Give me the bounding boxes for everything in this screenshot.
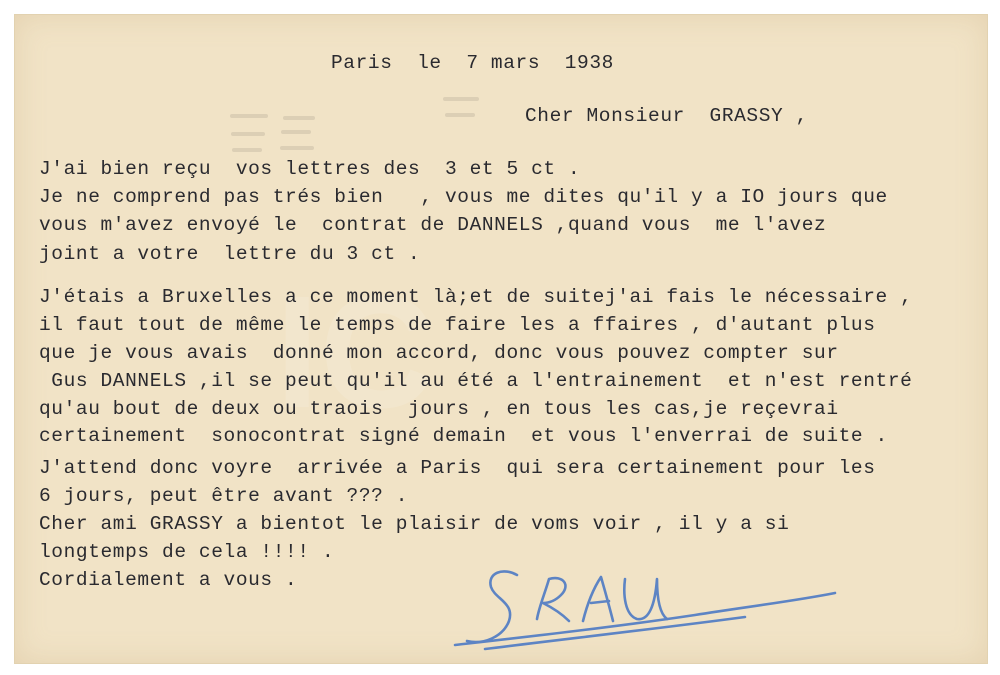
postmark-stroke [281,130,311,134]
body-line: que je vous avais donné mon accord, donc vous pouvez compter sur [39,342,839,364]
postmark-stroke [230,114,268,118]
postmark-stroke [443,97,479,101]
body-line: Cher ami GRASSY a bientot le plaisir de voms voir , il y a si [39,513,790,535]
postmark-stroke [232,148,262,152]
body-line: Gus DANNELS ,il se peut qu'il au été a l'entrainement et n'est rentré [39,370,913,392]
body-line: certainement sonocontrat signé demain et vous l'enverrai de suite . [39,425,888,447]
body-line: vous m'avez envoyé le contrat de DANNELS ,quand vous me l'avez [39,214,827,236]
body-line: J'attend donc voyre arrivée a Paris qui sera certainement pour les [39,457,876,479]
postmark-stroke [283,116,315,120]
body-line: il faut tout de même le temps de faire les a ffaires , d'autant plus [39,314,876,336]
salutation: Cher Monsieur GRASSY , [525,105,808,127]
body-line: J'ai bien reçu vos lettres des 3 et 5 ct . [39,158,581,180]
body-line: longtemps de cela !!!! . [39,541,335,563]
postcard [14,14,988,664]
postmark-stroke [280,146,314,150]
body-line: qu'au bout de deux ou traois jours , en tous les cas,je reçevrai [39,398,839,420]
postmark-stroke [231,132,265,136]
body-line: 6 jours, peut être avant ??? . [39,485,409,507]
date-line: Paris le 7 mars 1938 [331,52,614,74]
body-line: joint a votre lettre du 3 ct . [39,243,421,265]
signature [445,563,845,663]
postmark-stroke [445,113,475,117]
body-line: J'étais a Bruxelles a ce moment là;et de suitej'ai fais le nécessaire , [39,286,913,308]
body-line: Je ne comprend pas trés bien , vous me dites qu'il y a IO jours que [39,186,888,208]
body-line: Cordialement a vous . [39,569,298,591]
watermark: IC [275,262,435,441]
